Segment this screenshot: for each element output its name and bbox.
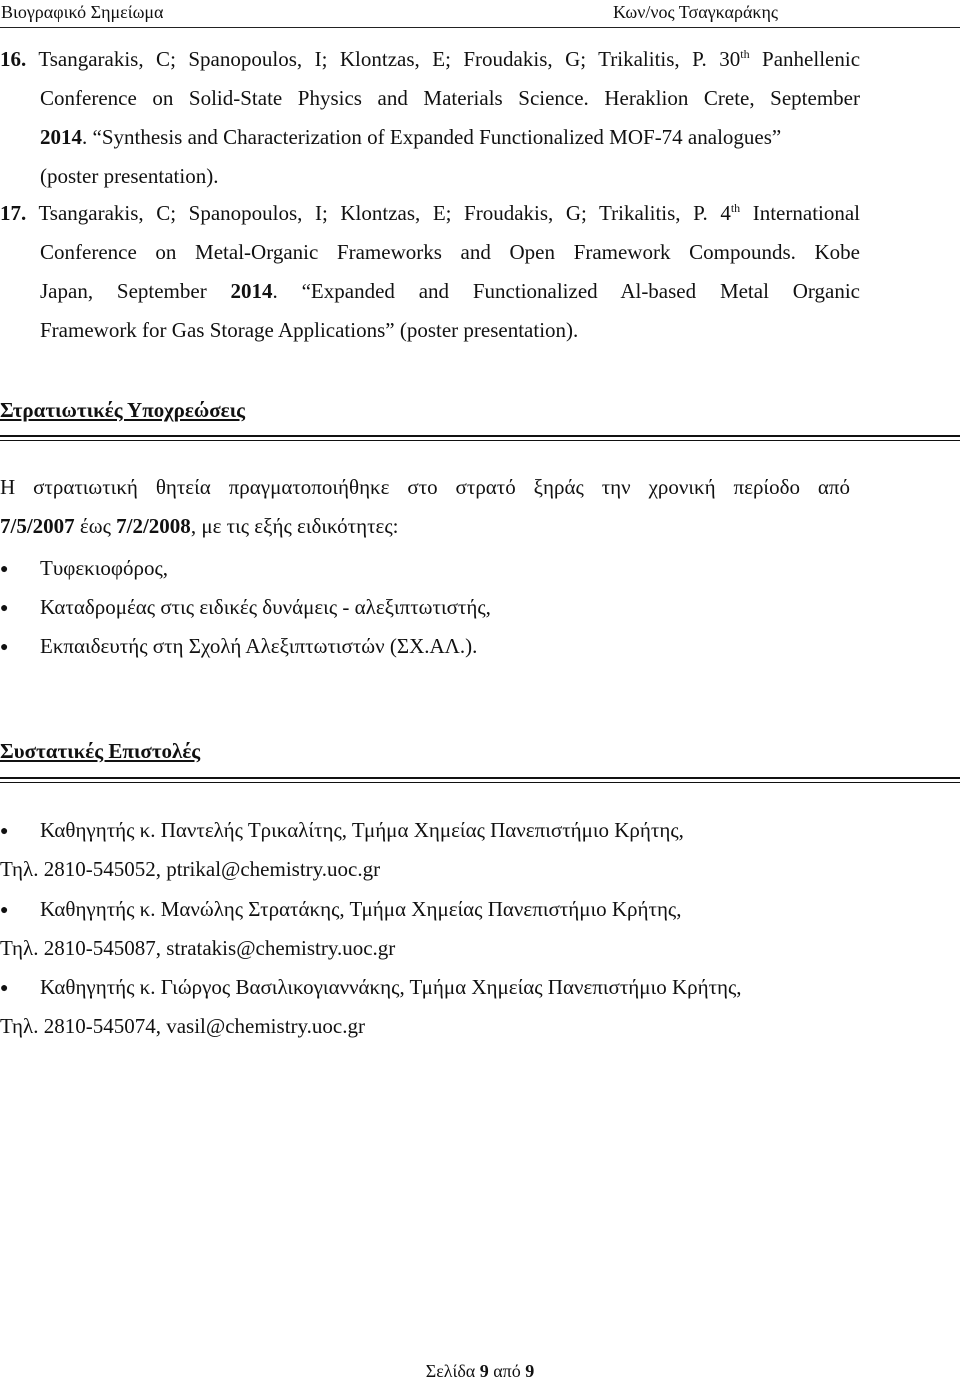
contact-line: Τηλ. 2810-545087, stratakis@chemistry.uoc.gr (0, 936, 396, 960)
list-item: ● Τυφεκιοφόρος, (0, 556, 169, 580)
ordinal: 4th (720, 201, 741, 225)
section-title-military: Στρατιωτικές Υποχρεώσεις (0, 398, 245, 422)
date-from: 7/5/2007 (0, 514, 75, 538)
header-left: Βιογραφικό Σημείωμα (1, 2, 164, 22)
entry-line-2: Conference on Metal-Organic Frameworks and Open Framework Compounds. Kobe (40, 240, 860, 264)
section-divider (0, 435, 960, 441)
publication-entry-17 (0, 194, 860, 350)
entry-authors: Tsangarakis, C; Spanopoulos, I; Klontzas, E; Froudakis, G; Trikalitis, P. (38, 201, 708, 225)
bullet-icon: ● (0, 903, 9, 918)
header-right: Κων/νος Τσαγκαράκης (613, 2, 778, 22)
military-line-2: 7/5/2007 έως 7/2/2008, με τις εξής ειδικότητες: (0, 514, 399, 538)
military-line-1: Η στρατιωτική θητεία πραγματοποιήθηκε στο στρατό ξηράς την χρονική περίοδο από (0, 475, 850, 499)
page-total: 9 (525, 1361, 535, 1381)
entry-title: . “Synthesis and Characterization of Expanded Functionalized MOF-74 analogues” (82, 125, 782, 149)
ordinal: 30th (719, 47, 750, 71)
entry-line-1 (0, 40, 860, 79)
publication-entry-16 (0, 40, 860, 196)
contact-line: Τηλ. 2810-545052, ptrikal@chemistry.uoc.gr (0, 857, 381, 881)
section-title-references: Συστατικές Επιστολές (0, 739, 201, 763)
page-number: 9 (479, 1361, 489, 1381)
list-item: ● Καθηγητής κ. Μανώλης Στρατάκης, Τμήμα Χημείας Πανεπιστήμιο Κρήτης, (0, 897, 682, 921)
bullet-icon: ● (0, 981, 9, 996)
list-item: ● Καταδρομέας στις ειδικές δυνάμεις - αλεξιπτωτιστής, (0, 595, 491, 619)
conference-name-start: International (752, 201, 861, 225)
entry-line-3 (0, 118, 860, 157)
entry-line-3: Japan, September 2014. “Expanded and Functionalized Al-based Metal Organic (40, 279, 861, 303)
entry-title: . “Expanded and Functionalized Al-based Metal Organic (272, 279, 861, 303)
entry-number: 16. (0, 47, 27, 71)
entry-number: 17. (0, 201, 27, 225)
entry-authors: Tsangarakis, C; Spanopoulos, I; Klontzas, E; Froudakis, G; Trikalitis, P. (38, 47, 707, 71)
bullet-icon: ● (0, 601, 9, 616)
entry-line-4: (poster presentation). (40, 164, 219, 188)
military-paragraph (0, 468, 850, 546)
entry-year: 2014 (230, 279, 273, 303)
date-to: 7/2/2008 (116, 514, 191, 538)
header-divider (0, 27, 960, 28)
page-footer: Σελίδα 9 από 9 (425, 1361, 535, 1381)
entry-line-2: Conference on Solid-State Physics and Materials Science. Heraklion Crete, September (40, 86, 860, 110)
bullet-icon: ● (0, 562, 9, 577)
list-item: ● Καθηγητής κ. Παντελής Τρικαλίτης, Τμήμα Χημείας Πανεπιστήμιο Κρήτης, (0, 818, 684, 842)
bullet-icon: ● (0, 824, 9, 839)
contact-line: Τηλ. 2810-545074, vasil@chemistry.uoc.gr (0, 1014, 365, 1038)
conference-name-start: Panhellenic (762, 47, 861, 71)
list-item: ● Καθηγητής κ. Γιώργος Βασιλικογιαννάκης, Τμήμα Χημείας Πανεπιστήμιο Κρήτης, (0, 975, 742, 999)
entry-line-1 (0, 194, 860, 233)
entry-line-4: Framework for Gas Storage Applications” (poster presentation). (40, 318, 579, 342)
entry-year: 2014 (40, 125, 82, 149)
section-divider (0, 777, 960, 783)
bullet-icon: ● (0, 640, 9, 655)
list-item: ● Εκπαιδευτής στη Σχολή Αλεξιπτωτιστών (ΣΧ.ΑΛ.). (0, 634, 478, 658)
